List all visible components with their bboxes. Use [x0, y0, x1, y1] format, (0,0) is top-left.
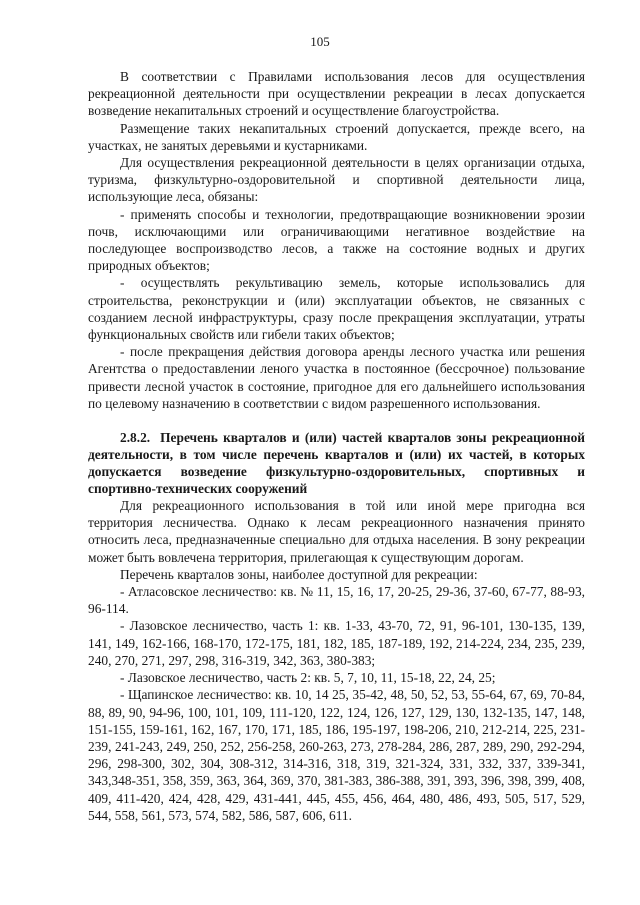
- list-item-atlasovskoe: - Атласовское лесничество: кв. № 11, 15, 16, 17, 20-25, 29-36, 37-60, 67-77, 88-93, 96-114.: [88, 584, 585, 617]
- list-item-lease-end: - после прекращения действия договора аренды лесного участка или решения Агентства о предоставлении леного участка в постоянное (бессрочное) пользование привести лесной участок в состояние, пригодное для его дальнейшего использования по целевому назначению в соответствии с видом разрешенного использования.: [88, 344, 585, 411]
- list-item-recultivation: - осуществлять рекультивацию земель, которые использовались для строительства, реконструкции и (или) эксплуатации объектов, не связанных с созданием лесной инфраструктуры, сразу после прекращения эксплуатации, утраты функциональных свойств или гибели таких объектов;: [88, 275, 585, 343]
- paragraph-obligations: Для осуществления рекреационной деятельности в целях организации отдыха, туризма, физкультурно-оздоровительной и спортивной деятельности лица, использующие леса, обязаны:: [88, 155, 585, 205]
- paragraph-rules: В соответствии с Правилами использования лесов для осуществления рекреационной деятельности при осуществлении рекреации в лесах допускается возведение некапитальных строений и осуществление благоустройства.: [88, 69, 585, 119]
- list-item-erosion: - применять способы и технологии, предотвращающие возникновении эрозии почв, исключающими или ограничивающими негативное воздействие на последующее воспроизводство лесов, а также на состояние водных и других природных объектов;: [88, 206, 585, 274]
- list-item-lazovskoe-2: - Лазовское лесничество, часть 2: кв. 5, 7, 10, 11, 15-18, 22, 24, 25;: [120, 670, 496, 686]
- page-number: 105: [310, 34, 330, 49]
- section-number: 2.8.2.: [120, 430, 151, 446]
- paragraph-recreation-territory: Для рекреационного использования в той или иной мере пригодна вся территория лесничества. Однако к лесам рекреационного назначения принято относить леса, предназначенные специально для отдыха населения. В зону рекреации может быть вовлечена территория, прилегающая к существующим дорогам.: [88, 498, 585, 565]
- list-item-lazovskoe-1: - Лазовское лесничество, часть 1: кв. 1-33, 43-70, 72, 91, 96-101, 130-135, 139, 141, 149, 162-166, 168-170, 172-175, 181, 182, 185, 187-189, 192, 214-224, 234, 235, 239, 240, 270, 271, 297, 298, 316-319, 342, 363, 380-383;: [88, 618, 585, 668]
- section-heading: [88, 429, 585, 497]
- section-title: Перечень кварталов и (или) частей кварталов зоны рекреационной деятельности, в том числе перечень кварталов и (или) их частей, в которых допускается возведение физкультурно-оздоровительных, спортивных и спортивно-технических сооружений: [88, 430, 585, 497]
- paragraph-list-intro: Перечень кварталов зоны, наиболее доступной для рекреации:: [120, 566, 478, 582]
- page-body: [88, 68, 585, 824]
- paragraph-placement: Размещение таких некапитальных строений допускается, прежде всего, на участках, не занятых деревьями и кустарниками.: [88, 120, 585, 153]
- list-item-shchapinskoe: - Щапинское лесничество: кв. 10, 14 25, 35-42, 48, 50, 52, 53, 55-64, 67, 69, 70-84, 88, 89, 90, 94-96, 100, 101, 109, 111-120, 122, 124, 126, 127, 129, 130, 132-135, 147, 148, 151-155, 159-161, 162, 167, 170, 171, 185, 186, 195-197, 198-206, 210, 212-214, 225, 231-239, 241-243, 249, 250, 252, 256-258, 260-263, 273, 278-284, 286, 287, 289, 290, 292-294, 296, 298-300, 302, 304, 308-312, 314-316, 318, 319, 321-324, 331, 332, 337, 339-341, 343,348-351, 358, 359, 363, 364, 369, 370, 381-383, 386-388, 391, 393, 396, 398, 399, 408, 409, 411-420, 424, 428, 429, 431-441, 445, 455, 456, 464, 480, 486, 493, 505, 517, 529, 544, 558, 561, 573, 574, 582, 586, 587, 606, 611.: [88, 687, 585, 823]
